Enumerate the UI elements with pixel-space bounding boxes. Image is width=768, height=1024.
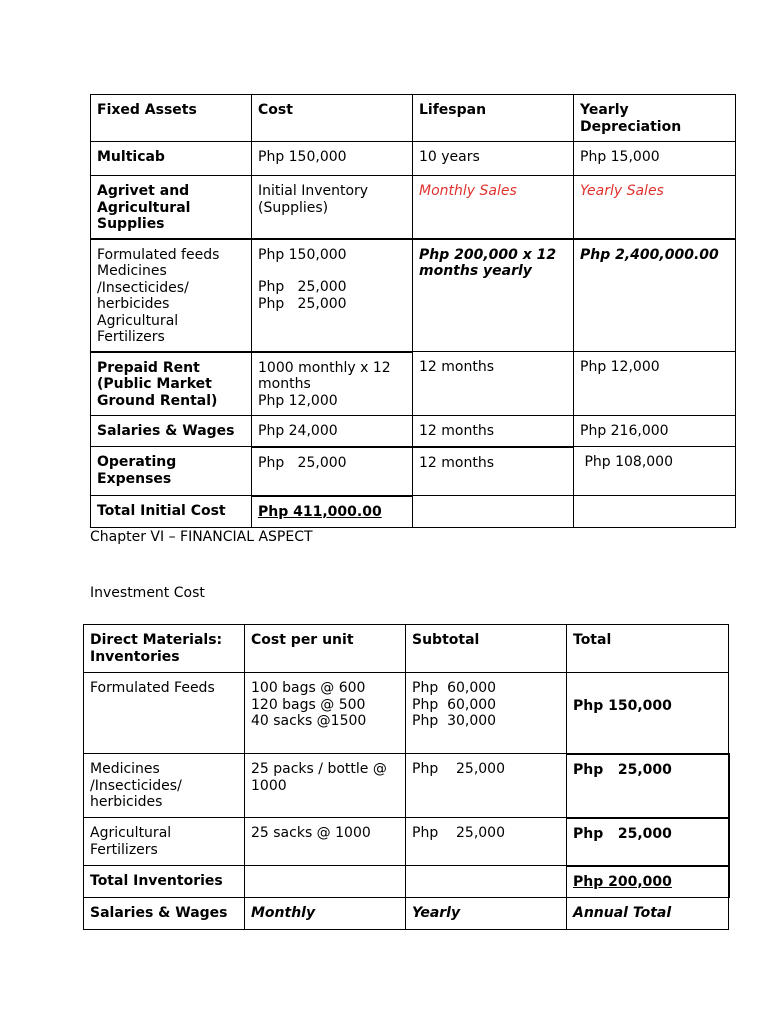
chapter-title: Chapter VI – FINANCIAL ASPECT	[90, 529, 313, 545]
subtotal-line: Php 30,000	[412, 713, 497, 729]
subtotal-line: Php 60,000	[412, 696, 497, 713]
list-item: herbicides	[97, 296, 170, 312]
unit-line: 1000	[251, 777, 287, 794]
header-lifespan: Lifespan	[413, 95, 574, 142]
name-line: Agricultural	[90, 825, 172, 841]
subtotal: Php 25,000	[406, 754, 567, 818]
table-header-row	[91, 95, 736, 142]
header-fixed-assets: Fixed Assets	[91, 95, 252, 142]
asset-name	[91, 447, 252, 496]
header-cost-per-unit: Cost per unit	[245, 625, 406, 673]
unit-line: 120 bags @ 500	[251, 696, 366, 713]
list-item: Medicines	[97, 263, 167, 279]
subtotal: Php 25,000	[406, 818, 567, 866]
table-row	[84, 898, 729, 930]
asset-name	[91, 352, 252, 416]
unit-line: 40 sacks @1500	[251, 713, 367, 729]
section-title: Investment Cost	[90, 585, 205, 601]
cost-line: Php 150,000	[258, 246, 347, 263]
list-item: Fertilizers	[97, 329, 165, 345]
name-line: (Public Market	[97, 376, 212, 392]
name-line: Expenses	[97, 470, 172, 487]
list-item: /Insecticides/	[97, 279, 189, 296]
table-row	[91, 352, 736, 416]
asset-depreciation: Php 216,000	[574, 416, 736, 447]
asset-lifespan: 12 months	[413, 352, 574, 416]
table-row	[84, 818, 729, 866]
name-line: Fertilizers	[90, 841, 158, 858]
header-yearly-depreciation: Yearly Depreciation	[574, 95, 736, 142]
list-item: Agricultural	[97, 312, 179, 329]
table-row	[84, 673, 729, 754]
table-row	[91, 239, 736, 352]
subtotal	[406, 673, 567, 754]
total-value: Php 200,000	[567, 866, 729, 898]
total-value: Php 25,000	[567, 754, 729, 818]
asset-lifespan: 12 months	[413, 447, 574, 496]
total-label: Total Inventories	[84, 866, 245, 898]
table-row	[91, 496, 736, 528]
subtotal-line: Php 60,000	[412, 680, 497, 696]
cost-line: months	[258, 376, 311, 392]
monthly-label: Monthly	[245, 898, 406, 930]
total-value: Php 150,000	[567, 673, 729, 754]
yearly-sales-value: Php 2,400,000.00	[574, 239, 736, 352]
fixed-assets-table	[90, 94, 736, 528]
asset-name: Multicab	[91, 142, 252, 176]
name-line: Medicines	[90, 761, 160, 777]
supplies-costs	[252, 239, 413, 352]
asset-cost: Php 24,000	[252, 416, 413, 447]
asset-lifespan: 12 months	[413, 416, 574, 447]
cost-per-unit: 25 sacks @ 1000	[245, 818, 406, 866]
asset-cost: Initial Inventory (Supplies)	[252, 176, 413, 239]
annual-total-label: Annual Total	[567, 898, 729, 930]
name-line: Operating	[97, 454, 177, 470]
asset-depreciation: Php 15,000	[574, 142, 736, 176]
cost-per-unit	[245, 673, 406, 754]
asset-cost	[252, 352, 413, 416]
spacer	[258, 263, 406, 279]
supplies-list	[91, 239, 252, 352]
total-label: Total Initial Cost	[91, 496, 252, 528]
cost-line: Php 25,000	[258, 279, 347, 295]
cost-line: Php 25,000	[258, 295, 347, 312]
monthly-sales-label: Monthly Sales	[413, 176, 574, 239]
asset-lifespan: 10 years	[413, 142, 574, 176]
material-name	[84, 818, 245, 866]
name-line: herbicides	[90, 794, 163, 810]
asset-depreciation: Php 108,000	[574, 447, 736, 496]
asset-name: Salaries & Wages	[91, 416, 252, 447]
list-item: Formulated feeds	[97, 246, 220, 263]
table-row	[84, 866, 729, 898]
asset-name: Agrivet and Agricultural Supplies	[91, 176, 252, 239]
empty-cell	[413, 496, 574, 528]
table-row	[84, 754, 729, 818]
name-line: Ground Rental)	[97, 392, 218, 409]
total-value: Php 411,000.00	[252, 496, 413, 528]
yearly-label: Yearly	[406, 898, 567, 930]
header-subtotal: Subtotal	[406, 625, 567, 673]
header-cost: Cost	[252, 95, 413, 142]
salaries-label: Salaries & Wages	[84, 898, 245, 930]
unit-line: 100 bags @ 600	[251, 680, 366, 696]
name-line: Prepaid Rent	[97, 359, 200, 376]
table-row	[91, 142, 736, 176]
monthly-sales-value	[413, 239, 574, 352]
cost-per-unit	[245, 754, 406, 818]
empty-cell	[406, 866, 567, 898]
table-header-row	[84, 625, 729, 673]
asset-cost: Php 25,000	[252, 447, 413, 496]
cost-line: 1000 monthly x 12	[258, 359, 391, 376]
empty-cell	[574, 496, 736, 528]
yearly-sales-label: Yearly Sales	[574, 176, 736, 239]
empty-cell	[245, 866, 406, 898]
unit-line: 25 packs / bottle @	[251, 761, 387, 777]
header-direct-materials: Direct Materials: Inventories	[84, 625, 245, 673]
asset-cost: Php 150,000	[252, 142, 413, 176]
table-row	[91, 416, 736, 447]
material-name: Formulated Feeds	[84, 673, 245, 754]
material-name	[84, 754, 245, 818]
monthly-sales-line: months yearly	[419, 263, 532, 279]
cost-line: Php 12,000	[258, 392, 338, 409]
total-value: Php 25,000	[567, 818, 729, 866]
monthly-sales-line: Php 200,000 x 12	[419, 246, 557, 263]
name-line: /Insecticides/	[90, 777, 182, 794]
table-row	[91, 176, 736, 239]
header-total: Total	[567, 625, 729, 673]
investment-table	[83, 624, 730, 930]
table-row	[91, 447, 736, 496]
asset-depreciation: Php 12,000	[574, 352, 736, 416]
